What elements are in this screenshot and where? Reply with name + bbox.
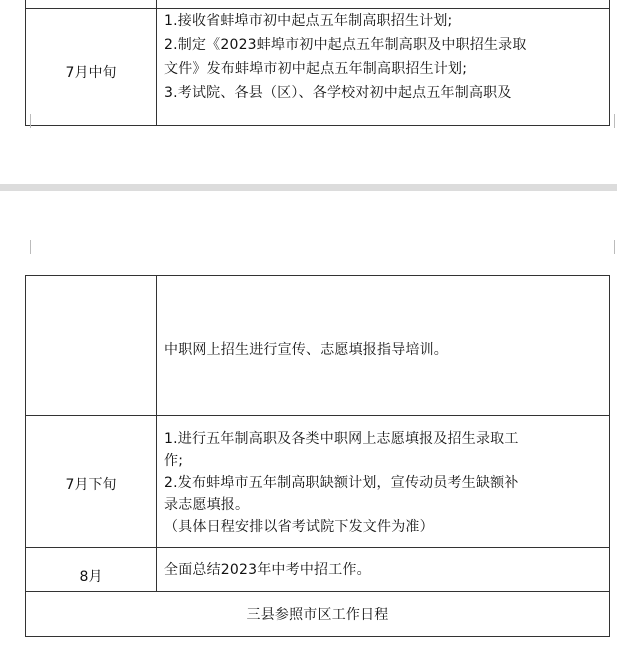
page-margin-mark [614, 114, 615, 128]
table-border-bottom [25, 125, 610, 126]
row-text-line: 1.进行五年制高职及各类中职网上志愿填报及招生录取工 [164, 431, 519, 447]
row-divider [25, 591, 610, 592]
row-divider [25, 547, 610, 548]
row-date-july-late: 7月下旬 [65, 477, 117, 493]
table-border-top [25, 8, 610, 9]
row-text-line: （具体日程安排以省考试院下发文件为准） [164, 519, 434, 535]
row-text-line: 2.发布蚌埠市五年制高职缺额计划，宣传动员考生缺额补 [164, 475, 519, 491]
table-border-right [609, 275, 610, 637]
page-separator [0, 184, 617, 191]
table-border-mid [156, 0, 157, 126]
row-date-july-mid: 7月中旬 [65, 65, 117, 81]
row-text-line: 1.接收省蚌埠市初中起点五年制高职招生计划; [164, 13, 453, 29]
row-divider [25, 415, 610, 416]
document-page-1 [0, 0, 617, 160]
row-text-line: 中职网上招生进行宣传、志愿填报指导培训。 [164, 342, 448, 358]
row-text-line: 录志愿填报。 [164, 497, 250, 513]
page-margin-mark [614, 240, 615, 254]
row-text-line: 2.制定《2023蚌埠市初中起点五年制高职及中职招生录取 [164, 37, 527, 53]
row-text-line: 文件》发布蚌埠市初中起点五年制高职招生计划; [164, 61, 468, 77]
row-text-line: 作; [164, 453, 184, 469]
table-border-mid [156, 275, 157, 591]
row-date-august: 8月 [79, 569, 103, 585]
table-border-top [25, 275, 610, 276]
section-title: 三县参照市区工作日程 [246, 607, 389, 623]
table-border-right [609, 0, 610, 126]
document-page-2 [0, 270, 617, 646]
page-margin-mark [30, 240, 31, 254]
page-margin-mark [30, 114, 31, 128]
row-text-line: 3.考试院、各县（区）、各学校对初中起点五年制高职及 [164, 85, 512, 101]
table-border-bottom [25, 636, 610, 637]
row-text-line: 全面总结2023年中考中招工作。 [164, 562, 371, 578]
